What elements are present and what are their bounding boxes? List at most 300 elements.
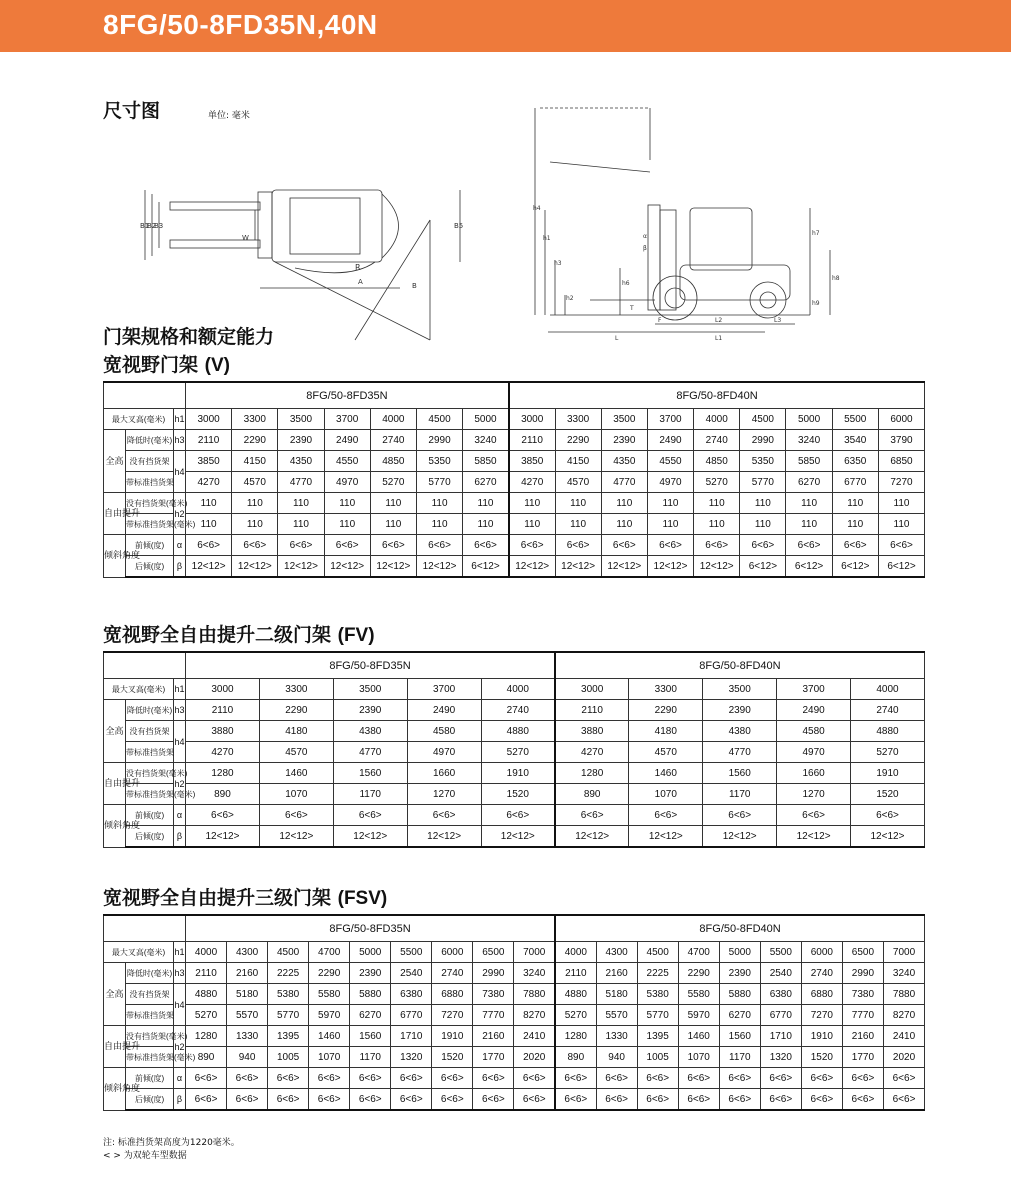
value-cell: 6500 [842,942,883,963]
value-cell: 6<6> [629,805,703,826]
value-cell: 1770 [842,1047,883,1068]
value-cell: 2490 [324,430,370,451]
value-cell: 5180 [227,984,268,1005]
value-cell: 2740 [851,700,925,721]
value-cell: 5500 [832,409,878,430]
value-cell: 6<6> [514,1068,555,1089]
value-cell: 6000 [801,942,842,963]
value-cell: 2290 [259,700,333,721]
value-cell: 6<6> [268,1068,309,1089]
value-cell: 110 [647,514,693,535]
value-cell: 4850 [370,451,416,472]
value-cell: 3300 [232,409,278,430]
value-cell: 6<12> [786,556,832,578]
value-cell: 12<12> [694,556,740,578]
value-cell: 4350 [601,451,647,472]
value-cell: 6<6> [391,1089,432,1111]
value-cell: 1660 [407,763,481,784]
row-label: 自由提升 [104,763,126,805]
value-cell: 1910 [801,1026,842,1047]
dim-label-h9: h9 [812,300,820,307]
value-cell: 4570 [259,742,333,763]
symbol-cell: h3 [174,700,186,721]
value-cell: 6<6> [227,1068,268,1089]
value-cell: 110 [232,493,278,514]
value-cell: 6<6> [350,1068,391,1089]
value-cell: 6<6> [694,535,740,556]
value-cell: 5500 [391,942,432,963]
dim-label-r: R [355,263,361,272]
value-cell: 2020 [883,1047,924,1068]
value-cell: 110 [463,493,509,514]
unit-label: 单位: 毫米 [208,111,250,121]
value-cell: 5270 [481,742,555,763]
value-cell: 940 [227,1047,268,1068]
value-cell: 12<12> [278,556,324,578]
value-cell: 110 [370,493,416,514]
dim-label-l: L [615,335,619,342]
value-cell: 2390 [703,700,777,721]
value-cell: 2225 [637,963,678,984]
value-cell: 6<6> [186,1089,227,1111]
value-cell: 7380 [473,984,514,1005]
value-cell: 5770 [268,1005,309,1026]
value-cell: 4500 [637,942,678,963]
value-cell: 6<6> [832,535,878,556]
value-cell: 3700 [777,679,851,700]
row-label: 没有挡货架(毫米) [126,493,174,514]
model-header: 8FG/50-8FD35N [186,382,509,409]
value-cell: 1070 [678,1047,719,1068]
value-cell: 4770 [278,472,324,493]
value-cell: 6<12> [878,556,924,578]
value-cell: 12<12> [324,556,370,578]
value-cell: 6<6> [883,1089,924,1111]
value-cell: 2110 [509,430,555,451]
row-h3 [104,430,925,451]
value-cell: 6500 [473,942,514,963]
value-cell: 5270 [694,472,740,493]
value-cell: 110 [324,493,370,514]
value-cell: 4550 [324,451,370,472]
value-cell: 12<12> [647,556,693,578]
value-cell: 2290 [232,430,278,451]
table-fv-title-en: (FV) [337,625,375,646]
row-label: 倾斜角度 [104,1068,126,1111]
value-cell: 12<12> [703,826,777,848]
row-alpha [104,805,925,826]
row-label: 降低时(毫米) [126,430,174,451]
row-h4b [104,472,925,493]
table-v-title-en: (V) [204,355,230,376]
value-cell: 6<6> [719,1068,760,1089]
value-cell: 6270 [463,472,509,493]
value-cell: 6<6> [370,535,416,556]
value-cell: 6<12> [463,556,509,578]
note-line: 注: 标准挡货架高度为1220毫米。 [103,1138,240,1148]
value-cell: 2020 [514,1047,555,1068]
value-cell: 1560 [703,763,777,784]
row-h4b [104,1005,925,1026]
value-cell: 4570 [629,742,703,763]
value-cell: 2110 [555,700,629,721]
row-label: 后倾(度) [126,556,174,578]
value-cell: 890 [555,784,629,805]
value-cell: 6<6> [227,1089,268,1111]
mast-table-fv [103,651,925,848]
row-beta [104,1089,925,1111]
symbol-cell: α [174,535,186,556]
value-cell: 3880 [555,721,629,742]
value-cell: 7000 [514,942,555,963]
dimensions-title: 尺寸图 [103,100,161,122]
value-cell: 2390 [601,430,647,451]
value-cell: 5570 [227,1005,268,1026]
capability-title: 门架规格和额定能力 [103,326,275,348]
value-cell: 4580 [777,721,851,742]
value-cell: 1280 [186,763,260,784]
value-cell: 4570 [232,472,278,493]
row-h2b [104,784,925,805]
value-cell: 4500 [268,942,309,963]
row-label: 最大叉高(毫米) [104,409,174,430]
symbol-cell: α [174,1068,186,1089]
value-cell: 1710 [391,1026,432,1047]
value-cell: 1560 [333,763,407,784]
value-cell: 6770 [832,472,878,493]
value-cell: 2390 [719,963,760,984]
value-cell: 6<6> [777,805,851,826]
value-cell: 6<6> [883,1068,924,1089]
value-cell: 5500 [760,942,801,963]
table-v-title [103,350,230,377]
value-cell: 6<6> [637,1068,678,1089]
value-cell: 110 [740,514,786,535]
value-cell: 110 [416,514,462,535]
value-cell: 6380 [760,984,801,1005]
value-cell: 5850 [463,451,509,472]
dim-label-b3: B3 [154,222,164,230]
value-cell: 4350 [278,451,324,472]
value-cell: 1395 [268,1026,309,1047]
value-cell: 1910 [481,763,555,784]
row-h4a [104,721,925,742]
value-cell: 4970 [647,472,693,493]
value-cell: 1520 [851,784,925,805]
value-cell: 3000 [509,409,555,430]
value-cell: 5880 [350,984,391,1005]
value-cell: 5380 [637,984,678,1005]
value-cell: 1460 [309,1026,350,1047]
value-cell: 6<6> [481,805,555,826]
value-cell: 1280 [186,1026,227,1047]
symbol-cell: h4 [174,721,186,763]
value-cell: 6850 [878,451,924,472]
model-header: 8FG/50-8FD40N [555,915,925,942]
value-cell: 6<6> [259,805,333,826]
value-cell: 6<6> [842,1068,883,1089]
value-cell: 4270 [186,472,232,493]
row-alpha [104,1068,925,1089]
value-cell: 8270 [514,1005,555,1026]
value-cell: 6770 [760,1005,801,1026]
row-label: 前倾(度) [126,1068,174,1089]
row-label: 降低时(毫米) [126,700,174,721]
value-cell: 12<12> [186,556,232,578]
row-label: 前倾(度) [126,805,174,826]
value-cell: 1710 [760,1026,801,1047]
value-cell: 4880 [186,984,227,1005]
value-cell: 6<6> [309,1089,350,1111]
value-cell: 12<12> [555,826,629,848]
value-cell: 1070 [309,1047,350,1068]
row-label: 倾斜角度 [104,805,126,848]
value-cell: 4880 [555,984,596,1005]
value-cell: 6<6> [801,1089,842,1111]
dim-label-beta: β [643,245,647,252]
value-cell: 1070 [259,784,333,805]
value-cell: 110 [786,514,832,535]
value-cell: 5770 [740,472,786,493]
header-bar [0,0,1011,52]
value-cell: 2290 [309,963,350,984]
value-cell: 1460 [259,763,333,784]
value-cell: 890 [186,1047,227,1068]
value-cell: 2110 [186,963,227,984]
row-label: 带标准挡货架(毫米) [126,784,174,805]
value-cell: 3240 [514,963,555,984]
value-cell: 3540 [832,430,878,451]
value-cell: 1280 [555,763,629,784]
value-cell: 6<6> [416,535,462,556]
value-cell: 5270 [186,1005,227,1026]
value-cell: 1270 [407,784,481,805]
value-cell: 1660 [777,763,851,784]
value-cell: 4150 [232,451,278,472]
value-cell: 6<6> [463,535,509,556]
value-cell: 6<6> [232,535,278,556]
value-cell: 6<6> [555,535,601,556]
value-cell: 4770 [333,742,407,763]
row-label: 没有挡货架(毫米) [126,1026,174,1047]
row-label: 倾斜角度 [104,535,126,578]
value-cell: 6<6> [432,1068,473,1089]
row-label: 全高 [104,430,126,493]
value-cell: 4000 [370,409,416,430]
value-cell: 110 [278,493,324,514]
value-cell: 7270 [432,1005,473,1026]
table-v-title-zh: 宽视野门架 [103,354,205,376]
value-cell: 110 [694,493,740,514]
notes [103,1137,240,1163]
value-cell: 1560 [350,1026,391,1047]
value-cell: 110 [324,514,370,535]
value-cell: 4180 [259,721,333,742]
value-cell: 3500 [601,409,647,430]
dim-label-t: T [630,305,634,312]
value-cell: 110 [509,514,555,535]
value-cell: 6<6> [596,1089,637,1111]
value-cell: 3790 [878,430,924,451]
value-cell: 8270 [883,1005,924,1026]
value-cell: 6<12> [740,556,786,578]
value-cell: 2740 [370,430,416,451]
row-label: 没有挡货架 [126,721,174,742]
row-h2b [104,514,925,535]
row-label: 没有挡货架 [126,451,174,472]
symbol-cell: h4 [174,984,186,1026]
value-cell: 6<6> [350,1089,391,1111]
value-cell: 6<6> [432,1089,473,1111]
value-cell: 2540 [391,963,432,984]
value-cell: 6<6> [268,1089,309,1111]
row-alpha [104,535,925,556]
value-cell: 5000 [786,409,832,430]
value-cell: 6<6> [473,1089,514,1111]
value-cell: 2290 [629,700,703,721]
value-cell: 6<6> [678,1089,719,1111]
value-cell: 4700 [309,942,350,963]
value-cell: 110 [832,493,878,514]
value-cell: 3500 [333,679,407,700]
dim-label-w: W [242,234,249,242]
symbol-cell: h2 [174,493,186,535]
dim-label-l1: L1 [715,335,723,342]
row-h2a [104,763,925,784]
value-cell: 6<6> [309,1068,350,1089]
value-cell: 6<6> [186,1068,227,1089]
value-cell: 6<6> [473,1068,514,1089]
value-cell: 6<6> [555,805,629,826]
row-label: 后倾(度) [126,1089,174,1111]
value-cell: 4880 [851,721,925,742]
value-cell: 7880 [883,984,924,1005]
row-h4a [104,984,925,1005]
row-label: 带标准挡货架 [126,472,174,493]
value-cell: 5570 [596,1005,637,1026]
value-cell: 1070 [629,784,703,805]
value-cell: 3880 [186,721,260,742]
value-cell: 4150 [555,451,601,472]
value-cell: 12<12> [232,556,278,578]
value-cell: 3300 [629,679,703,700]
symbol-cell: h4 [174,451,186,493]
row-label: 前倾(度) [126,535,174,556]
value-cell: 3500 [703,679,777,700]
value-cell: 12<12> [777,826,851,848]
value-cell: 6<6> [596,1068,637,1089]
value-cell: 110 [463,514,509,535]
value-cell: 4000 [851,679,925,700]
value-cell: 5970 [678,1005,719,1026]
value-cell: 5270 [370,472,416,493]
dim-label-h4: h4 [533,205,541,212]
value-cell: 3300 [555,409,601,430]
table-fsv-title-zh: 宽视野全自由提升三级门架 [103,887,338,909]
value-cell: 4000 [481,679,555,700]
value-cell: 6770 [391,1005,432,1026]
row-label: 降低时(毫米) [126,963,174,984]
value-cell: 2740 [481,700,555,721]
symbol-cell: h1 [174,409,186,430]
symbol-cell: β [174,826,186,848]
value-cell: 3500 [278,409,324,430]
value-cell: 110 [740,493,786,514]
value-cell: 1270 [777,784,851,805]
value-cell: 2990 [740,430,786,451]
corner-cell [104,652,186,679]
row-label: 后倾(度) [126,826,174,848]
row-label: 最大叉高(毫米) [104,679,174,700]
dim-label-l3: L3 [774,317,782,324]
value-cell: 5000 [719,942,760,963]
value-cell: 5880 [719,984,760,1005]
value-cell: 7770 [473,1005,514,1026]
row-label: 带标准挡货架(毫米) [126,1047,174,1068]
value-cell: 5000 [350,942,391,963]
value-cell: 2740 [432,963,473,984]
value-cell: 4270 [186,742,260,763]
value-cell: 6<6> [760,1068,801,1089]
value-cell: 110 [278,514,324,535]
value-cell: 4970 [324,472,370,493]
value-cell: 1520 [481,784,555,805]
value-cell: 6<6> [637,1089,678,1111]
value-cell: 4970 [777,742,851,763]
value-cell: 4270 [555,742,629,763]
value-cell: 6<6> [678,1068,719,1089]
value-cell: 110 [601,493,647,514]
corner-cell [104,915,186,942]
value-cell: 6<12> [832,556,878,578]
value-cell: 4700 [678,942,719,963]
value-cell: 4000 [186,942,227,963]
row-h1 [104,942,925,963]
value-cell: 2290 [555,430,601,451]
value-cell: 4000 [694,409,740,430]
value-cell: 3240 [786,430,832,451]
value-cell: 6<6> [555,1068,596,1089]
value-cell: 890 [186,784,260,805]
dim-label-h7: h7 [812,230,820,237]
value-cell: 12<12> [259,826,333,848]
value-cell: 3700 [324,409,370,430]
value-cell: 2990 [473,963,514,984]
value-cell: 12<12> [481,826,555,848]
value-cell: 7380 [842,984,883,1005]
value-cell: 1330 [596,1026,637,1047]
value-cell: 12<12> [555,556,601,578]
value-cell: 1005 [637,1047,678,1068]
value-cell: 3850 [509,451,555,472]
value-cell: 6270 [719,1005,760,1026]
value-cell: 3240 [463,430,509,451]
row-label: 没有挡货架 [126,984,174,1005]
value-cell: 4570 [555,472,601,493]
value-cell: 1170 [333,784,407,805]
value-cell: 4550 [647,451,693,472]
value-cell: 3240 [883,963,924,984]
row-h4b [104,742,925,763]
value-cell: 1395 [637,1026,678,1047]
value-cell: 4380 [703,721,777,742]
table-fv-title [103,620,375,647]
value-cell: 110 [555,514,601,535]
row-label: 最大叉高(毫米) [104,942,174,963]
value-cell: 110 [878,514,924,535]
dim-label-h2: h2 [566,295,574,302]
symbol-cell: h2 [174,763,186,805]
